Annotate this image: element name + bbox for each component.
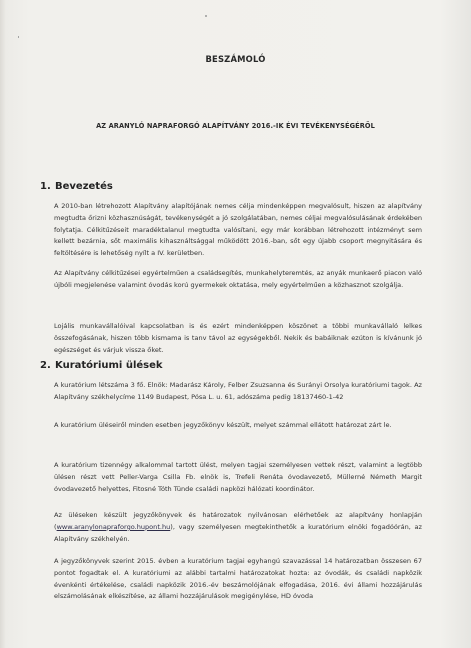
section-1-paragraph-3: Lojális munkavállalóival kapcsolatban is és ezért mindenképpen köszönet a többi munkavállaló lelkes összefogásának, hiszen több kismama is tanv távol az egységekből. Nekik és babáiknak ezúton is kívánunk jó egészséget és várjuk vissza őket. (54, 322, 422, 354)
section-2-paragraph-3: A kuratórium tizennégy alkalommal tartott ülést, melyen tagjai személyesen vettek részt, valamint a legtöbb ülésen részt vett Peller-Varga Csilla Fb. elnök is, Trefeli Renáta óvodavezető, Müllerné Németh Margit óvodavezető helyettes, Fitosné Tóth Tünde családi napközi hálózati koordinátor. (54, 461, 422, 493)
section-2-heading (40, 360, 163, 371)
paper-speck (205, 15, 207, 17)
paragraph-text: ), vagy személyesen megtekinthetők a kuratórium elnöki fogadóórán, az Alapítvány székhelyén. (54, 522, 422, 543)
document-subtitle: AZ ARANYLÓ NAPRAFORGÓ ALAPÍTVÁNY 2016.-IK ÉVI TEVÉKENYSÉGÉRŐL (96, 122, 375, 130)
section-2-paragraph-1: A kuratórium létszáma 3 fő. Elnök: Madarász Károly, Felber Zsuzsanna és Surányi Orsolya kuratóriumi tagok. Az Alapítvány székhelycíme 1149 Budapest, Pósa L. u. 61, adószáma pedig 18137460-1-42 (54, 381, 422, 401)
section-number: 2. (40, 360, 51, 371)
section-number: 1. (40, 181, 51, 192)
section-2-paragraph-5: A jegyzőkönyvek szerint 2015. évben a kuratórium tagjai egyhangú szavazással 14 határozatban összesen 67 pontot fogadtak el. A kuratóriumi az alábbi tartalmi határozatokat hozta: az óvodák, és családi napközik évenkénti értékelése, családi napközik 2016.-év beszámolójának elfogadása, 2016. évi állami hozzájárulás elszámolásának elkészítése, az állami hozzájárulások megigénylése, HD óvoda (54, 557, 422, 601)
section-title: Bevezetés (55, 181, 113, 192)
paper-speck (18, 36, 19, 38)
section-1-paragraph-2: Az Alapítvány célkitűzései egyértelműen a családsegítés, munkahelyteremtés, az anyák munkaerő piacon való újbóli megjelenése valamint óvodás korú gyermekek oktatása, mely egyértelműen a közhasznot szolgálja. (54, 269, 422, 289)
section-2-paragraph-2: A kuratórium üléseiről minden esetben jegyzőkönyv készült, melyet számmal ellátott határozat zárt le. (54, 421, 392, 429)
document-title: BESZÁMOLÓ (205, 54, 266, 64)
section-2-paragraph-4 (54, 510, 422, 545)
section-1-paragraph-1: A 2010-ban létrehozott Alapítvány alapítójának nemes célja mindenképpen megvalósult, hiszen az alapítvány megtudta őrizni közhasznúságát, tevékenységét a jó szolgálatában, nemes céljai megvalósulásának érdekében folytatja. Célkitűzéseit maradéktalanul megtudta valósítani, egy már korábban létrehozott intézményt sem kellett bezárnia, sőt maximális kihasználtsággal működött 2016.-ban, sőt egy újabb csoport megnyitására és feltöltésére is lehetőség nyílt a IV. kerületben. (54, 202, 422, 258)
section-title: Kuratóriumi ülések (55, 360, 163, 371)
section-1-heading (40, 181, 113, 192)
paragraph-text: Az üléseken készült jegyzőkönyvek és határozatok nyilvánosan elérhetőek az alapítvány honlapján ( (54, 511, 422, 531)
website-link[interactable]: www.aranylonapraforgo.hupont.hu (56, 522, 171, 531)
